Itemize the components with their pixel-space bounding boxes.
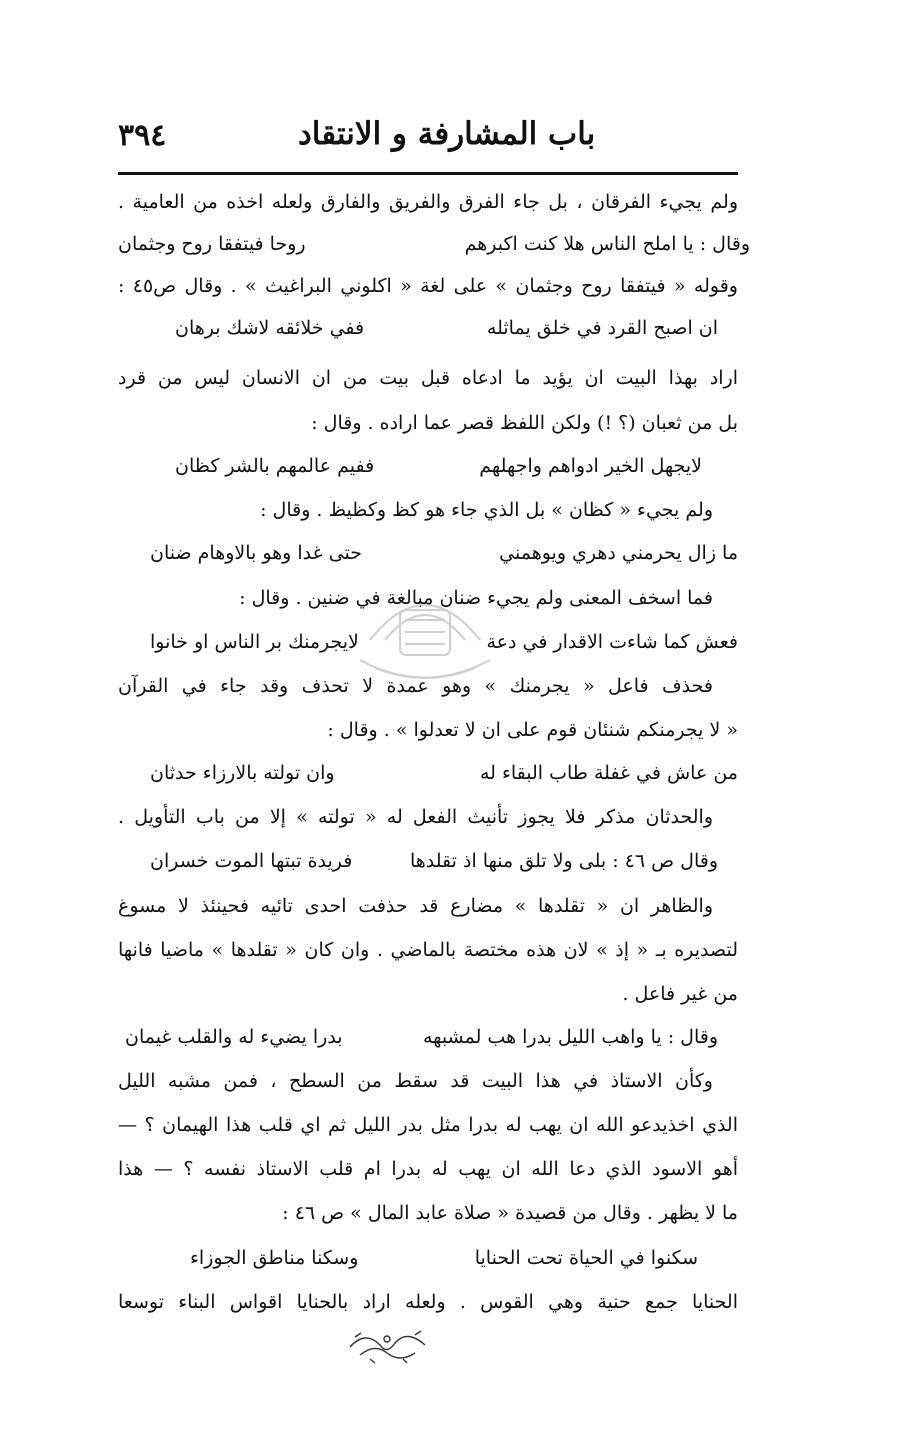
page-header bbox=[118, 112, 738, 162]
text-line: بل من ثعبان (؟ !) ولكن اللفظ قصر عما اراده . وقال : bbox=[311, 412, 738, 434]
verse-second-hemistich: وسكنا مناطق الجوزاء bbox=[190, 1247, 359, 1269]
floral-ornament-icon bbox=[345, 1325, 430, 1365]
text-line: من غير فاعل . bbox=[622, 983, 738, 1005]
text-line: اراد بهذا البيت ان يؤيد ما ادعاه قبل بيت من ان الانسان ليس من قرد bbox=[118, 367, 738, 389]
text-line: الحنايا جمع حنية وهي القوس . ولعله اراد بالحنايا اقواس البناء توسعا bbox=[118, 1291, 738, 1313]
verse-first-hemistich: وقال : يا املح الناس هلا كنت اكبرهم bbox=[464, 233, 750, 255]
verse-second-hemistich: ففيم عالمهم بالشر كظان bbox=[175, 455, 375, 477]
verse-first-hemistich: لايجهل الخير ادواهم واجهلهم bbox=[479, 455, 702, 477]
text-line: لتصديره بـ « إذ » لان هذه مختصة بالماضي . وان كان « تقلدها » ماضيا فانها bbox=[118, 939, 738, 961]
text-line: والحدثان مذكر فلا يجوز تأنيث الفعل له « تولته » إلا من باب التأويل . bbox=[118, 806, 713, 828]
verse-second-hemistich: وان تولته بالارزاء حدثان bbox=[150, 762, 335, 784]
verse-second-hemistich: بدرا يضيء له والقلب غيمان bbox=[125, 1026, 343, 1048]
text-line: فما اسخف المعنى ولم يجيء ضنان مبالغة في ضنين . وقال : bbox=[239, 587, 713, 609]
text-line: وقوله « فيتفقا روح وجثمان » على لغة « اكلوني البراغيث » . وقال ص٤٥ : bbox=[118, 275, 738, 297]
text-line: أهو الاسود الذي دعا الله ان يهب له بدرا ام قلب الاستاذ نفسه ؟ — هذا bbox=[118, 1158, 738, 1180]
text-line: ولم يجيء « كظان » بل الذي جاء هو كظ وكظيظ . وقال : bbox=[260, 499, 713, 521]
text-line: فحذف فاعل « يجرمنك » وهو عمدة لا تحذف وقد جاء في القرآن bbox=[118, 675, 713, 697]
verse-first-hemistich: وقال : يا واهب الليل بدرا هب لمشبهه bbox=[422, 1026, 718, 1048]
text-line: ما لا يظهر . وقال من قصيدة « صلاة عابد المال » ص ٤٦ : bbox=[282, 1202, 738, 1224]
text-line: وكأن الاستاذ في هذا البيت قد سقط من السطح ، فمن مشبه الليل bbox=[118, 1070, 713, 1092]
text-line: الذي اخذيدعو الله ان يهب له بدرا مثل بدر الليل ثم اي قلب هذا الهيمان ؟ — bbox=[118, 1114, 738, 1136]
running-title: باب المشارفة و الانتقاد bbox=[298, 116, 596, 152]
verse-second-hemistich: لايجرمنك بر الناس او خانوا bbox=[150, 631, 359, 653]
verse-first-hemistich: من عاش في غفلة طاب البقاء له bbox=[479, 762, 738, 784]
verse-first-hemistich: فعش كما شاءت الاقدار في دعة bbox=[486, 631, 738, 653]
header-rule bbox=[118, 172, 738, 175]
verse-second-hemistich: روحا فيتفقا روح وجثمان bbox=[118, 233, 306, 255]
verse-first-hemistich: ان اصبح القرد في خلق يماثله bbox=[486, 317, 718, 339]
text-line: والظاهر ان « تقلدها » مضارع قد حذفت احدى تائيه فحينئذ لا مسوغ bbox=[118, 895, 713, 917]
verse-second-hemistich: فريدة تبتها الموت خسران bbox=[150, 850, 353, 872]
verse-second-hemistich: حتى غدا وهو بالاوهام ضنان bbox=[150, 542, 362, 564]
verse-first-hemistich: سكنوا في الحياة تحت الحنايا bbox=[474, 1247, 698, 1269]
page-number: ٣٩٤ bbox=[118, 118, 167, 153]
text-line: ولم يجيء الفرقان ، بل جاء الفرق والفريق والفارق ولعله اخذه من العامية . bbox=[118, 191, 738, 213]
verse-second-hemistich: ففي خلائقه لاشك برهان bbox=[175, 317, 365, 339]
library-seal-icon bbox=[330, 560, 520, 700]
verse-first-hemistich: وقال ص ٤٦ : بلى ولا تلق منها اذ تقلدها bbox=[409, 850, 718, 872]
verse-first-hemistich: ما زال يحرمني دهري ويوهمني bbox=[499, 542, 738, 564]
text-line: « لا يجرمنكم شنئان قوم على ان لا تعدلوا » . وقال : bbox=[327, 719, 738, 741]
